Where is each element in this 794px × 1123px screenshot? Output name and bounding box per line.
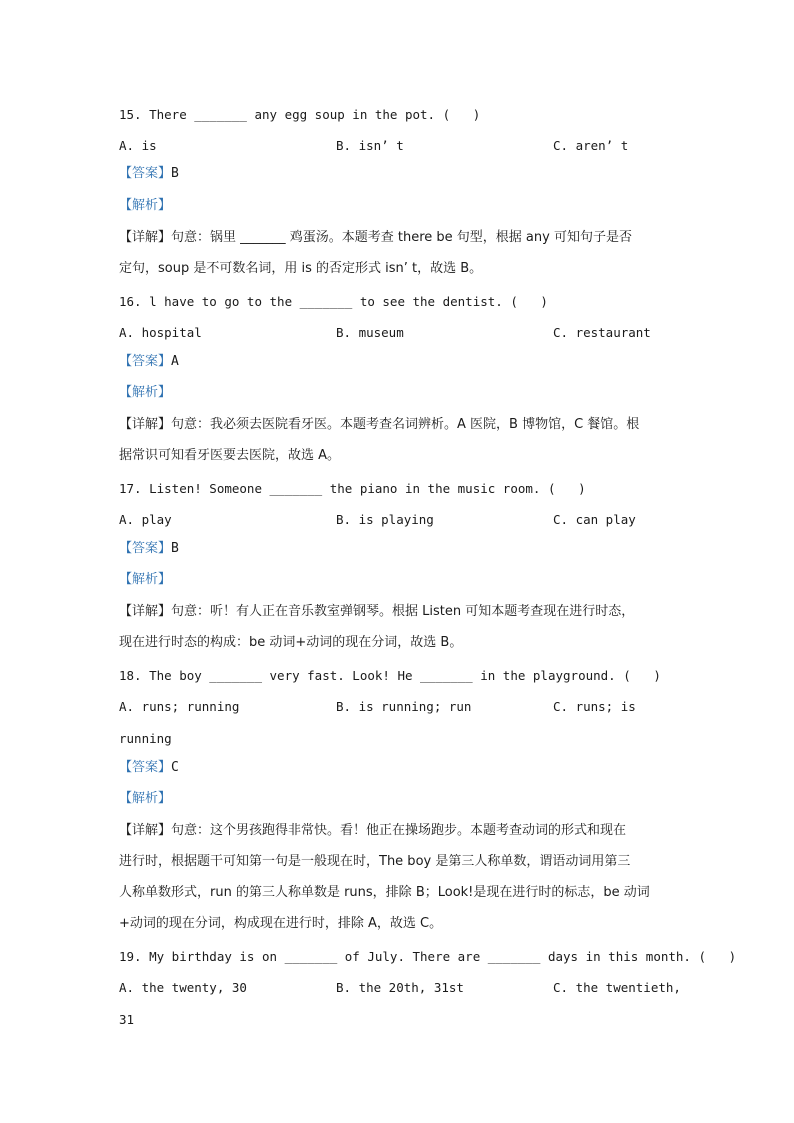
answer-bracket-close: 】 [158, 166, 172, 181]
q19-option-b: B. the 20th, 31st [336, 980, 464, 995]
answer-label: 答案 [132, 760, 159, 775]
question-16-stem: 16. l have to go to the _______ to see the dentist. ( ) [119, 294, 548, 309]
q19-option-c: C. the twentieth, [553, 980, 681, 995]
q16-option-c: C. restaurant [553, 325, 651, 340]
q17-answer [119, 540, 179, 558]
answer-bracket-close: 】 [158, 541, 172, 556]
answer-value: B [171, 166, 179, 181]
analysis-bracket-open: 【 [119, 791, 133, 806]
q16-answer [119, 353, 179, 371]
analysis-label: 解析 [132, 198, 159, 213]
answer-value: B [171, 541, 179, 556]
q16-option-a: A. hospital [119, 325, 202, 340]
q16-analysis-heading [119, 384, 171, 402]
q18-answer [119, 759, 179, 777]
q16-option-b: B. museum [336, 325, 404, 340]
q18-analysis-heading [119, 790, 171, 808]
analysis-bracket-open: 【 [119, 385, 133, 400]
q17-option-b: B. is playing [336, 512, 434, 527]
analysis-bracket-close: 】 [158, 791, 172, 806]
answer-bracket-open: 【 [119, 166, 133, 181]
analysis-label: 解析 [132, 385, 159, 400]
analysis-bracket-open: 【 [119, 572, 133, 587]
q17-option-a: A. play [119, 512, 172, 527]
q17-detail-line-2: 现在进行时态的构成：be 动词+动词的现在分词，故选 B。 [119, 635, 463, 650]
answer-bracket-close: 】 [158, 354, 172, 369]
analysis-bracket-close: 】 [158, 198, 172, 213]
answer-label: 答案 [132, 166, 159, 181]
q15-analysis-heading [119, 197, 171, 215]
answer-bracket-open: 【 [119, 541, 133, 556]
q16-detail-line-2: 据常识可知看牙医要去医院，故选 A。 [119, 448, 341, 463]
answer-bracket-open: 【 [119, 354, 133, 369]
answer-value: C [171, 760, 179, 775]
q18-detail-line-1: 【详解】句意：这个男孩跑得非常快。看！他正在操场跑步。本题考查动词的形式和现在 [119, 823, 627, 838]
q15-detail-line-2: 定句，soup 是不可数名词，用 is 的否定形式 isn’ t，故选 B。 [119, 261, 483, 276]
q17-option-c: C. can play [553, 512, 636, 527]
q17-analysis-heading [119, 571, 171, 589]
question-19-stem: 19. My birthday is on _______ of July. There are _______ days in this month. ( ) [119, 949, 737, 964]
question-18-stem: 18. The boy _______ very fast. Look! He _______ in the playground. ( ) [119, 668, 661, 683]
q15-option-b: B. isn’ t [336, 138, 404, 153]
q15-option-a: A. is [119, 138, 157, 153]
q18-option-c: C. runs; is [553, 699, 636, 714]
q19-option-a: A. the twenty, 30 [119, 980, 247, 995]
answer-label: 答案 [132, 354, 159, 369]
q15-answer [119, 165, 179, 183]
q18-option-c-wrap: running [119, 731, 172, 746]
q18-option-a: A. runs; running [119, 699, 240, 714]
q17-detail-line-1: 【详解】句意：听！有人正在音乐教室弹钢琴。根据 Listen 可知本题考查现在进行时态， [119, 604, 635, 619]
q15-option-c: C. aren’ t [553, 138, 629, 153]
answer-bracket-close: 】 [158, 760, 172, 775]
answer-label: 答案 [132, 541, 159, 556]
q18-detail-line-4: +动词的现在分词，构成现在进行时，排除 A，故选 C。 [119, 916, 443, 931]
analysis-bracket-close: 】 [158, 385, 172, 400]
q18-option-b: B. is running; run [336, 699, 472, 714]
analysis-bracket-close: 】 [158, 572, 172, 587]
answer-value: A [171, 354, 179, 369]
question-15-stem: 15. There _______ any egg soup in the pot. ( ) [119, 107, 481, 122]
analysis-label: 解析 [132, 572, 159, 587]
q15-detail-line-1: 【详解】句意：锅里 _______ 鸡蛋汤。本题考查 there be 句型，根据 any 可知句子是否 [119, 230, 632, 245]
analysis-label: 解析 [132, 791, 159, 806]
analysis-bracket-open: 【 [119, 198, 133, 213]
question-17-stem: 17. Listen! Someone _______ the piano in the music room. ( ) [119, 481, 586, 496]
q18-detail-line-2: 进行时，根据题干可知第一句是一般现在时，The boy 是第三人称单数，谓语动词用第三 [119, 854, 631, 869]
q16-detail-line-1: 【详解】句意：我必须去医院看牙医。本题考查名词辨析。A 医院，B 博物馆，C 餐馆。根 [119, 417, 640, 432]
q19-option-c-wrap: 31 [119, 1012, 135, 1027]
q18-detail-line-3: 人称单数形式，run 的第三人称单数是 runs，排除 B；Look!是现在进行时的标志，be 动词 [119, 885, 650, 900]
answer-bracket-open: 【 [119, 760, 133, 775]
